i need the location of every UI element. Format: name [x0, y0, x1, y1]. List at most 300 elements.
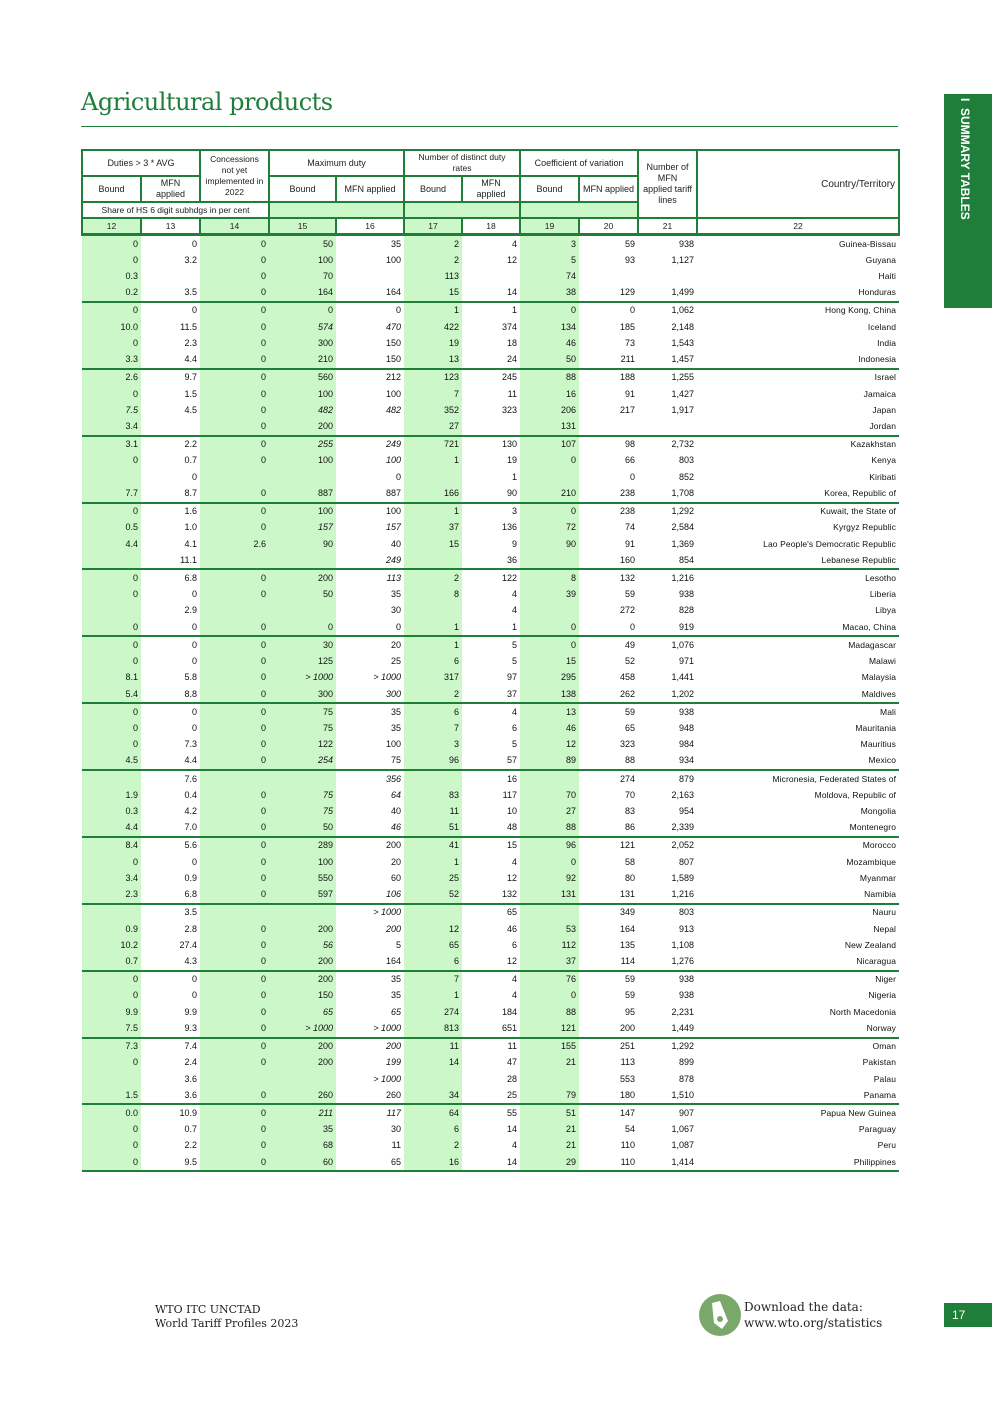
- table-row: [82, 670, 899, 686]
- table-row: [82, 921, 899, 937]
- table-row: [82, 1038, 899, 1055]
- table-cell: 46: [336, 820, 404, 837]
- footer-publication: [155, 1303, 298, 1331]
- table-cell: 0: [141, 619, 200, 636]
- country-cell: Moldova, Republic of: [814, 789, 897, 800]
- table-cell: 807: [679, 856, 695, 867]
- header-concessions: Concessions not yet implemented in 2022: [200, 150, 269, 202]
- table-cell: 0: [520, 302, 579, 319]
- table-cell: 4: [512, 589, 518, 600]
- table-cell: 0: [191, 639, 197, 650]
- table-cell: 300: [336, 686, 404, 703]
- table-cell: 100: [385, 455, 402, 466]
- table-cell: 0: [200, 285, 269, 302]
- table-cell: 70: [520, 787, 579, 803]
- table-cell: 938: [679, 589, 695, 600]
- table-cell: 11: [391, 1140, 402, 1151]
- country-cell: Niger: [875, 974, 897, 985]
- table-cell: 56: [269, 937, 336, 953]
- table-cell: 14: [404, 1055, 462, 1071]
- table-cell: 5.8: [184, 672, 197, 683]
- country-cell: Oman: [872, 1041, 897, 1052]
- table-cell: 150: [269, 988, 336, 1004]
- table-cell: 47: [507, 1057, 518, 1068]
- table-cell: 0: [200, 921, 269, 937]
- table-cell: 0: [191, 589, 197, 600]
- table-row: [82, 369, 899, 386]
- table-cell: 0: [200, 587, 269, 603]
- country-cell: Montenegro: [697, 820, 899, 837]
- table-cell: 8.1: [82, 670, 141, 686]
- table-cell: 90: [520, 536, 579, 552]
- table-cell: 0: [200, 335, 269, 351]
- table-cell: 1,427: [671, 388, 695, 399]
- table-cell: 0: [82, 235, 141, 253]
- table-cell: [336, 268, 404, 284]
- table-cell: 210: [520, 485, 579, 502]
- country-cell: Kuwait, the State of: [820, 506, 897, 517]
- title-divider: [81, 126, 898, 127]
- country-cell: North Macedonia: [829, 1006, 897, 1017]
- table-cell: 553: [620, 1073, 636, 1084]
- table-cell: 164: [269, 285, 336, 302]
- table-cell: 0: [200, 937, 269, 953]
- table-cell: 0: [200, 1154, 269, 1171]
- table-cell: 2.4: [184, 1057, 197, 1068]
- table-cell: 0: [82, 302, 141, 319]
- table-cell: 948: [679, 722, 695, 733]
- table-cell: 11: [507, 388, 518, 399]
- table-row: [82, 1087, 899, 1104]
- table-cell: 98: [625, 439, 636, 450]
- table-cell: 28: [507, 1073, 518, 1084]
- table-cell: 4.5: [184, 404, 197, 415]
- table-cell: 374: [501, 321, 518, 332]
- table-cell: 12: [462, 953, 520, 970]
- table-cell: 59: [625, 974, 636, 985]
- table-cell: > 1000: [373, 907, 402, 918]
- table-cell: 899: [679, 1057, 695, 1068]
- table-cell: [520, 552, 579, 569]
- table-cell: 54: [625, 1124, 636, 1135]
- table-cell: 7: [404, 971, 462, 988]
- table-cell: 984: [679, 739, 695, 750]
- table-cell: 164: [336, 285, 404, 302]
- table-cell: 317: [404, 670, 462, 686]
- table-cell: 64: [391, 789, 402, 800]
- header-bound: Bound: [404, 176, 462, 202]
- header-tariff-lines: Number of MFN applied tariff lines: [638, 150, 697, 218]
- country-cell: Maldives: [697, 686, 899, 703]
- table-cell: 2: [404, 235, 462, 253]
- table-row: [82, 418, 899, 435]
- table-cell: 0: [191, 722, 197, 733]
- table-cell: 0: [82, 636, 141, 653]
- header-fill: [520, 202, 638, 218]
- table-cell: 20: [391, 639, 402, 650]
- table-row: [82, 235, 899, 253]
- table-cell: 166: [404, 485, 462, 502]
- table-row: [82, 1154, 899, 1171]
- table-cell: [200, 1071, 269, 1087]
- country-cell: Nauru: [872, 907, 897, 918]
- table-cell: 0: [200, 268, 269, 284]
- table-cell: 131: [520, 887, 579, 904]
- table-cell: 0: [200, 418, 269, 435]
- table-cell: 255: [269, 436, 336, 453]
- country-cell: Panama: [697, 1087, 899, 1104]
- table-cell: 0: [200, 953, 269, 970]
- table-cell: 50: [269, 587, 336, 603]
- table-cell: 65: [507, 907, 518, 918]
- table-cell: 4: [512, 856, 518, 867]
- table-cell: [200, 552, 269, 569]
- table-cell: 3.1: [82, 436, 141, 453]
- table-cell: 919: [638, 619, 697, 636]
- country-cell: Kazakhstan: [850, 439, 897, 450]
- table-cell: 260: [336, 1087, 404, 1104]
- table-cell: 0.7: [82, 953, 141, 970]
- table-cell: 0: [520, 636, 579, 653]
- table-cell: [520, 904, 579, 921]
- table-cell: 200: [269, 569, 336, 586]
- table-cell: [404, 552, 462, 569]
- table-row: [82, 1020, 899, 1037]
- table-cell: 2.2: [184, 439, 197, 450]
- table-cell: 0: [82, 1055, 141, 1071]
- table-cell: 0: [200, 369, 269, 386]
- table-cell: 2.3: [82, 887, 141, 904]
- table-cell: 11.5: [180, 321, 197, 332]
- table-cell: 97: [507, 672, 518, 683]
- table-cell: 5: [396, 939, 402, 950]
- table-cell: 25: [391, 656, 402, 667]
- table-cell: 1.6: [184, 506, 197, 517]
- section-numeral: I: [958, 98, 972, 102]
- country-cell: Lao People's Democratic Republic: [763, 538, 897, 549]
- table-row: [82, 988, 899, 1004]
- table-cell: 60: [269, 1154, 336, 1171]
- table-cell: 0: [396, 471, 402, 482]
- table-cell: 122: [501, 572, 518, 583]
- table-cell: 50: [520, 352, 579, 369]
- table-cell: 96: [404, 753, 462, 770]
- table-cell: 4: [512, 974, 518, 985]
- country-cell: Nepal: [873, 923, 897, 934]
- table-cell: 0.3: [82, 268, 141, 284]
- table-cell: 200: [269, 1055, 336, 1071]
- table-cell: 130: [501, 439, 518, 450]
- table-cell: 597: [269, 887, 336, 904]
- table-cell: 249: [336, 552, 404, 569]
- table-cell: 70: [269, 268, 336, 284]
- table-cell: 200: [269, 921, 336, 937]
- country-cell: Malaysia: [861, 672, 897, 683]
- country-cell: Japan: [872, 404, 897, 415]
- table-cell: 76: [520, 971, 579, 988]
- table-cell: 0: [82, 252, 141, 268]
- table-cell: 41: [404, 837, 462, 854]
- country-cell: Madagascar: [848, 639, 897, 650]
- table-cell: 72: [520, 520, 579, 536]
- table-cell: 75: [269, 703, 336, 720]
- table-cell: 1,216: [638, 887, 697, 904]
- table-row: [82, 1104, 899, 1121]
- table-cell: 157: [269, 520, 336, 536]
- table-cell: 35: [391, 990, 402, 1001]
- table-cell: 356: [385, 773, 402, 784]
- table-cell: 295: [520, 670, 579, 686]
- table-row: [82, 453, 899, 469]
- table-cell: 27: [520, 803, 579, 819]
- table-cell: 0: [200, 436, 269, 453]
- country-cell: Kiribati: [869, 471, 897, 482]
- table-cell: 132: [620, 572, 636, 583]
- country-cell: Mauritania: [855, 722, 897, 733]
- header-duties-group: Duties > 3 * AVG: [82, 150, 200, 176]
- table-cell: 0: [82, 619, 141, 636]
- table-cell: 68: [269, 1138, 336, 1154]
- table-cell: 6.8: [184, 572, 197, 583]
- table-cell: 854: [638, 552, 697, 569]
- country-cell: Indonesia: [697, 352, 899, 369]
- table-cell: 0: [200, 1020, 269, 1037]
- table-cell: 938: [679, 974, 695, 985]
- download-link[interactable]: www.wto.org/statistics: [744, 1316, 883, 1330]
- table-cell: 0: [200, 686, 269, 703]
- header-distinct-rates: Number of distinct duty rates: [404, 150, 520, 176]
- table-cell: 938: [679, 990, 695, 1001]
- table-cell: 4: [512, 706, 518, 717]
- table-cell: 422: [404, 319, 462, 335]
- table-cell: [404, 770, 462, 787]
- download-icon[interactable]: [698, 1293, 742, 1337]
- table-cell: 0: [82, 335, 141, 351]
- country-cell: New Zealand: [844, 939, 897, 950]
- table-cell: 1,543: [671, 337, 695, 348]
- table-cell: 1,062: [671, 305, 695, 316]
- col-number: 12: [82, 218, 141, 235]
- table-cell: 4.2: [184, 806, 197, 817]
- table-row: [82, 302, 899, 319]
- table-cell: 1.0: [184, 522, 197, 533]
- table-cell: 58: [625, 856, 636, 867]
- table-cell: 155: [520, 1038, 579, 1055]
- col-number: 22: [697, 218, 899, 235]
- table-cell: 0: [200, 753, 269, 770]
- country-cell: Guyana: [865, 254, 897, 265]
- table-cell: 0: [200, 619, 269, 636]
- table-row: [82, 319, 899, 335]
- table-cell: 70: [625, 789, 636, 800]
- table-cell: 40: [391, 538, 402, 549]
- table-cell: > 1000: [269, 1020, 336, 1037]
- table-cell: 0: [396, 305, 402, 316]
- country-cell: Liberia: [869, 589, 897, 600]
- table-cell: [82, 770, 141, 787]
- table-cell: [269, 603, 336, 619]
- table-row: [82, 352, 899, 369]
- table-cell: 121: [520, 1020, 579, 1037]
- table-cell: 2,163: [671, 789, 695, 800]
- table-cell: 113: [620, 1057, 636, 1068]
- table-row: [82, 252, 899, 268]
- table-cell: 180: [579, 1087, 638, 1104]
- table-cell: 3.6: [184, 1073, 197, 1084]
- table-row: [82, 854, 899, 870]
- table-cell: 8.8: [141, 686, 200, 703]
- table-cell: 2,732: [671, 439, 695, 450]
- table-row: [82, 603, 899, 619]
- table-cell: 0: [82, 1122, 141, 1138]
- table-row: [82, 803, 899, 819]
- table-cell: 131: [520, 418, 579, 435]
- table-row: [82, 971, 899, 988]
- table-cell: 211: [269, 1104, 336, 1121]
- table-cell: 0: [200, 319, 269, 335]
- table-cell: 3.6: [141, 1087, 200, 1104]
- table-cell: 5.6: [184, 840, 197, 851]
- table-cell: 3.4: [82, 418, 141, 435]
- header-mfn-applied: MFN applied: [336, 176, 404, 202]
- table-cell: 150: [336, 352, 404, 369]
- table-cell: 323: [620, 739, 636, 750]
- table-cell: 200: [269, 1038, 336, 1055]
- table-cell: 74: [625, 522, 636, 533]
- table-cell: 954: [679, 806, 695, 817]
- table-cell: 0: [630, 471, 636, 482]
- table-cell: 2.6: [200, 536, 269, 552]
- table-cell: 14: [462, 285, 520, 302]
- table-row: [82, 1055, 899, 1071]
- table-cell: 184: [501, 1006, 518, 1017]
- table-cell: 0: [191, 706, 197, 717]
- table-cell: [82, 1071, 141, 1087]
- table-cell: 37: [520, 953, 579, 970]
- country-cell: Micronesia, Federated States of: [772, 773, 897, 784]
- country-cell: Korea, Republic of: [697, 485, 899, 502]
- table-row: [82, 686, 899, 703]
- header-max-duty: Maximum duty: [269, 150, 404, 176]
- country-cell: Kyrgyz Republic: [833, 522, 897, 533]
- table-row: [82, 569, 899, 586]
- table-cell: 0: [82, 1138, 141, 1154]
- table-cell: 2: [404, 686, 462, 703]
- table-cell: 35: [391, 722, 402, 733]
- table-cell: 131: [579, 887, 638, 904]
- table-cell: 470: [385, 321, 402, 332]
- table-cell: 0: [520, 453, 579, 469]
- table-cell: 0.9: [82, 921, 141, 937]
- table-cell: 14: [462, 1154, 520, 1171]
- table-cell: 5.4: [82, 686, 141, 703]
- table-cell: 46: [520, 335, 579, 351]
- table-cell: 89: [520, 753, 579, 770]
- table-cell: 200: [269, 418, 336, 435]
- col-number: 16: [336, 218, 404, 235]
- table-cell: 100: [269, 252, 336, 268]
- table-cell: 37: [462, 686, 520, 703]
- table-cell: 200: [269, 971, 336, 988]
- table-cell: 4: [512, 605, 518, 616]
- table-cell: 100: [269, 453, 336, 469]
- header-coef-var: Coefficient of variation: [520, 150, 638, 176]
- table-cell: 938: [679, 238, 695, 249]
- table-cell: 0: [200, 670, 269, 686]
- table-row: [82, 285, 899, 302]
- table-cell: [82, 552, 141, 569]
- country-cell: Pakistan: [862, 1057, 897, 1068]
- table-cell: 1: [404, 636, 462, 653]
- table-cell: 971: [679, 656, 695, 667]
- table-cell: > 1000: [373, 1073, 402, 1084]
- table-cell: 3: [512, 506, 518, 517]
- table-cell: 66: [625, 455, 636, 466]
- table-cell: 0: [200, 386, 269, 402]
- table-cell: 12: [404, 921, 462, 937]
- table-cell: 27: [404, 418, 462, 435]
- table-cell: 300: [269, 335, 336, 351]
- table-cell: 2.9: [184, 605, 197, 616]
- table-cell: 90: [269, 536, 336, 552]
- table-cell: 10.2: [82, 937, 141, 953]
- table-cell: 46: [507, 923, 518, 934]
- table-cell: 0.5: [82, 520, 141, 536]
- table-cell: [638, 268, 697, 284]
- table-cell: 0: [200, 887, 269, 904]
- table-cell: 100: [385, 254, 402, 265]
- table-row: [82, 335, 899, 351]
- table-cell: 51: [520, 1104, 579, 1121]
- table-cell: 8.4: [82, 837, 141, 854]
- table-cell: 2,052: [671, 840, 695, 851]
- table-cell: 0: [200, 1138, 269, 1154]
- table-cell: 0: [200, 854, 269, 870]
- table-cell: 0: [579, 619, 638, 636]
- table-cell: 125: [269, 653, 336, 669]
- table-cell: 7.7: [82, 485, 141, 502]
- table-cell: 91: [625, 388, 636, 399]
- table-cell: 803: [679, 907, 695, 918]
- table-cell: 135: [620, 939, 636, 950]
- table-cell: 907: [679, 1107, 695, 1118]
- table-row: [82, 787, 899, 803]
- table-cell: 74: [520, 268, 579, 284]
- table-cell: 262: [579, 686, 638, 703]
- table-cell: 88: [520, 1004, 579, 1020]
- header-fill: [404, 202, 520, 218]
- table-cell: 0: [200, 720, 269, 736]
- table-cell: 1,087: [671, 1140, 695, 1151]
- table-cell: 36: [462, 552, 520, 569]
- table-cell: 0: [82, 386, 141, 402]
- table-cell: 0: [191, 471, 197, 482]
- table-cell: 0: [82, 587, 141, 603]
- table-cell: 7.5: [82, 402, 141, 418]
- table-cell: 0: [191, 990, 197, 1001]
- table-cell: 20: [391, 856, 402, 867]
- table-cell: 0: [200, 1004, 269, 1020]
- table-cell: 2,148: [671, 321, 695, 332]
- table-row: [82, 753, 899, 770]
- table-cell: 55: [507, 1107, 518, 1118]
- table-cell: 210: [269, 352, 336, 369]
- table-cell: 803: [679, 455, 695, 466]
- table-cell: 100: [269, 854, 336, 870]
- table-cell: 0: [200, 1122, 269, 1138]
- table-cell: 11.1: [141, 552, 200, 569]
- footer-org: WTO ITC UNCTAD: [155, 1303, 261, 1316]
